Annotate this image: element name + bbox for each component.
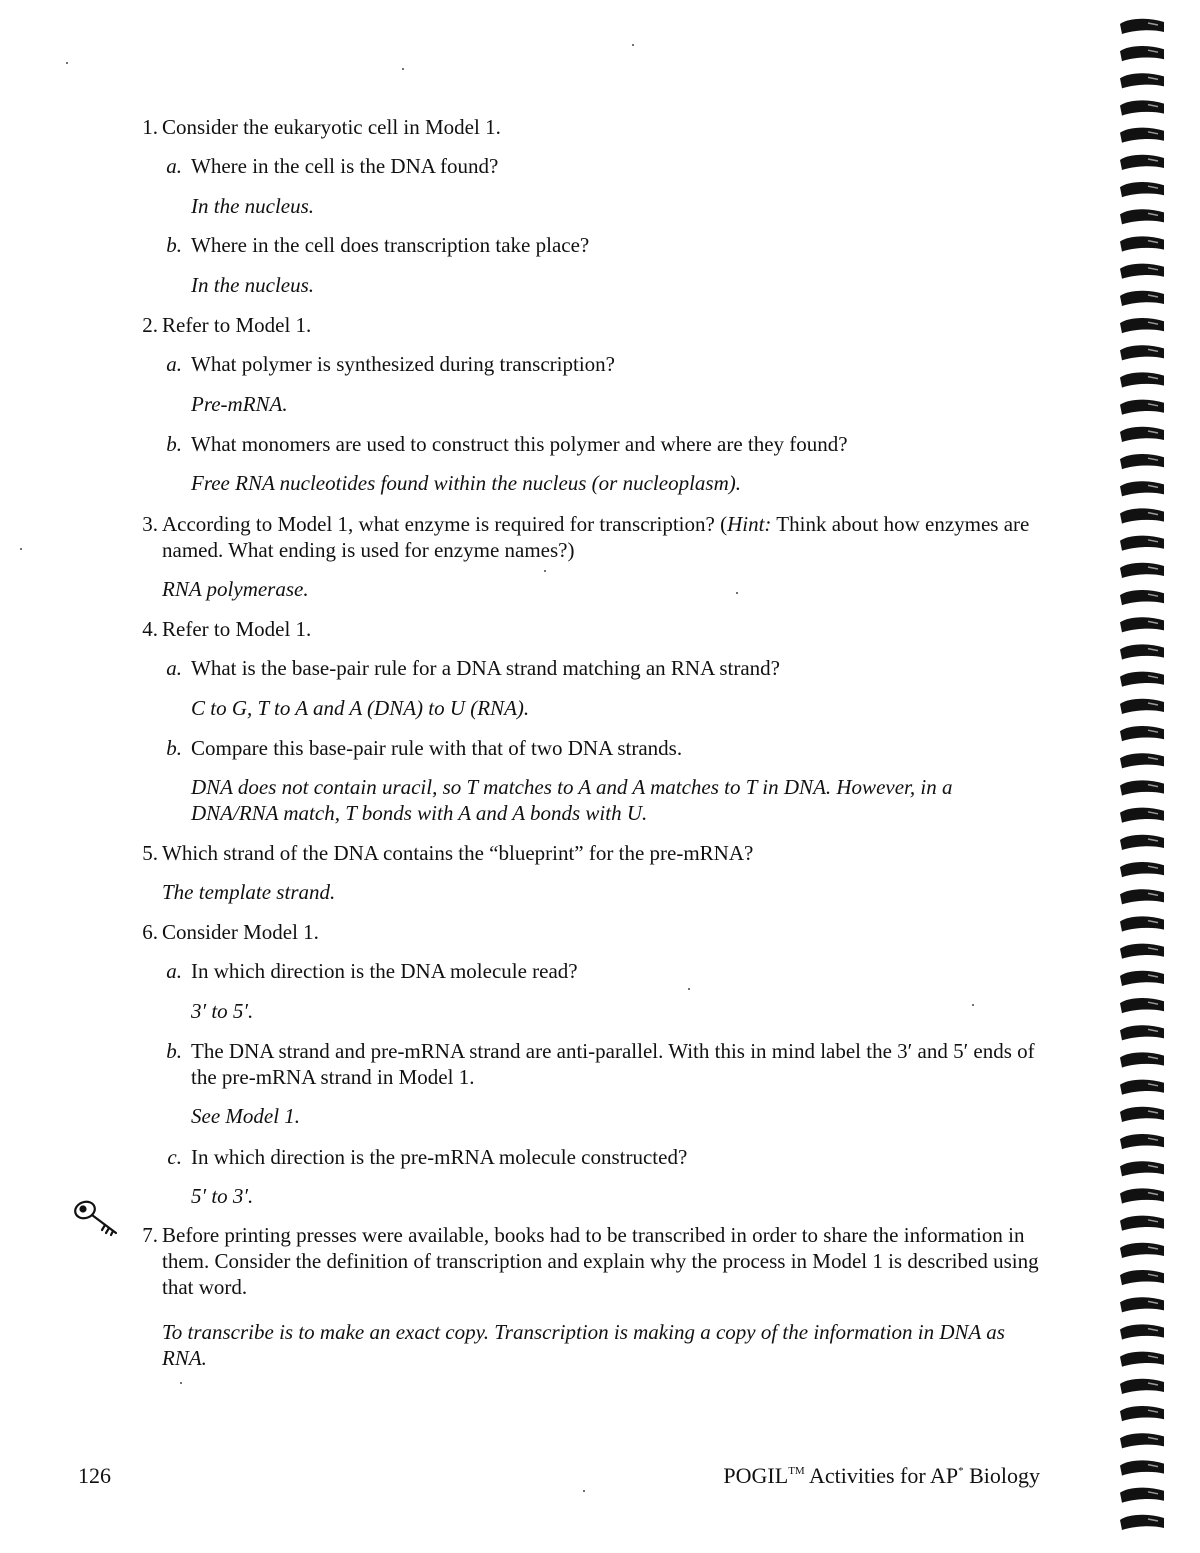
binding-coil — [1120, 209, 1164, 224]
question-5 — [130, 840, 1040, 866]
binding-coil — [1120, 1324, 1164, 1339]
binding-coil — [1120, 726, 1164, 741]
scan-speck — [632, 44, 634, 46]
question-text: Refer to Model 1. — [162, 617, 312, 641]
sub-question-text: Where in the cell is the DNA found? — [191, 154, 499, 178]
question-7 — [130, 1222, 1040, 1300]
binding-coil — [1120, 672, 1164, 687]
binding-coil — [1120, 1216, 1164, 1231]
sub-question-text: Compare this base-pair rule with that of two DNA strands. — [191, 736, 683, 760]
question-1 — [130, 114, 1040, 140]
sub-question-text: What is the base-pair rule for a DNA strand matching an RNA strand? — [191, 656, 780, 680]
question-number: 3. — [142, 512, 158, 536]
binding-coil — [1120, 1515, 1164, 1530]
question-6c — [158, 1144, 1038, 1170]
trademark-mark: TM — [788, 1465, 805, 1477]
sub-letter: b. — [166, 736, 182, 760]
binding-coil — [1120, 862, 1164, 877]
answer-7: To transcribe is to make an exact copy. Transcription is making a copy of the information in DNA as RNA. — [162, 1320, 1005, 1370]
spiral-binding-icon — [1118, 12, 1168, 1542]
question-number: 7. — [142, 1223, 158, 1247]
answer-4a: C to G, T to A and A (DNA) to U (RNA). — [191, 696, 530, 720]
question-text-end: Think about how enzymes are named. What ending is used for enzyme names?) — [162, 512, 1030, 562]
question-4a — [158, 655, 1038, 681]
sub-letter: a. — [166, 656, 182, 680]
question-3 — [130, 511, 1040, 563]
answer-5: The template strand. — [162, 880, 336, 904]
binding-coil — [1120, 617, 1164, 632]
binding-coil — [1120, 155, 1164, 170]
sub-letter: b. — [166, 1039, 182, 1063]
book-title-rest: Activities for AP — [804, 1463, 959, 1488]
binding-coil — [1120, 73, 1164, 88]
answer-1b: In the nucleus. — [191, 273, 315, 297]
scan-speck — [583, 1490, 585, 1492]
binding-coil — [1120, 1052, 1164, 1067]
sub-question-text: What monomers are used to construct this polymer and where are they found? — [191, 432, 848, 456]
question-text: Consider Model 1. — [162, 920, 319, 944]
binding-coil — [1120, 454, 1164, 469]
scan-speck — [180, 1382, 182, 1384]
binding-coil — [1120, 1025, 1164, 1040]
answer-6c: 5′ to 3′. — [191, 1184, 254, 1208]
scan-speck — [688, 988, 690, 990]
sub-letter: c. — [167, 1145, 182, 1169]
binding-coil — [1120, 1352, 1164, 1367]
key-icon — [72, 1198, 124, 1240]
question-text: Consider the eukaryotic cell in Model 1. — [162, 115, 501, 139]
question-text: Before printing presses were available, books had to be transcribed in order to share the information in them. Consider the definition of transcription and explain why the process in Model 1 is described using that word. — [162, 1223, 1039, 1299]
answer-6b: See Model 1. — [191, 1104, 301, 1128]
question-text: Refer to Model 1. — [162, 313, 312, 337]
binding-coil — [1120, 753, 1164, 768]
sub-letter: a. — [166, 959, 182, 983]
binding-coil — [1120, 780, 1164, 795]
question-text-start: According to Model 1, what enzyme is required for transcription? ( — [162, 512, 728, 536]
binding-coil — [1120, 998, 1164, 1013]
question-number: 4. — [142, 617, 158, 641]
sub-question-text: In which direction is the pre-mRNA molecule constructed? — [191, 1145, 688, 1169]
sub-letter: b. — [166, 233, 182, 257]
binding-coil — [1120, 128, 1164, 143]
binding-coil — [1120, 1134, 1164, 1149]
binding-coil — [1120, 1379, 1164, 1394]
question-text — [162, 511, 1040, 563]
sub-question-text: Where in the cell does transcription take place? — [191, 233, 590, 257]
binding-coil — [1120, 1161, 1164, 1176]
question-6 — [130, 919, 1040, 945]
binding-coil — [1120, 1297, 1164, 1312]
book-title-end: Biology — [963, 1463, 1040, 1488]
binding-coil — [1120, 808, 1164, 823]
book-title-main: POGIL — [723, 1463, 789, 1488]
sub-question-text: In which direction is the DNA molecule read? — [191, 959, 578, 983]
binding-coil — [1120, 916, 1164, 931]
binding-coil — [1120, 699, 1164, 714]
binding-coil — [1120, 1433, 1164, 1448]
page-number: 126 — [78, 1463, 111, 1488]
question-number: 1. — [142, 115, 158, 139]
binding-coil — [1120, 563, 1164, 578]
scan-speck — [972, 1004, 974, 1006]
binding-coil — [1120, 264, 1164, 279]
sub-letter: a. — [166, 352, 182, 376]
question-4 — [130, 616, 1040, 642]
asterisk-mark: * — [958, 1465, 964, 1477]
binding-coil — [1120, 971, 1164, 986]
hint-label: Hint: — [727, 512, 772, 536]
question-4b — [158, 735, 1038, 761]
answer-3: RNA polymerase. — [162, 577, 309, 601]
sub-letter: a. — [166, 154, 182, 178]
binding-coil — [1120, 100, 1164, 115]
answer-2a: Pre-mRNA. — [191, 392, 288, 416]
binding-coil — [1120, 182, 1164, 197]
binding-coil — [1120, 427, 1164, 442]
binding-coil — [1120, 1460, 1164, 1475]
binding-coil — [1120, 1406, 1164, 1421]
question-number: 6. — [142, 920, 158, 944]
answer-2b: Free RNA nucleotides found within the nucleus (or nucleoplasm). — [191, 471, 741, 495]
binding-coil — [1120, 1080, 1164, 1095]
binding-coil — [1120, 291, 1164, 306]
binding-coil — [1120, 1188, 1164, 1203]
scan-speck — [66, 62, 68, 64]
question-6a — [158, 958, 1038, 984]
question-text: Which strand of the DNA contains the “blueprint” for the pre-mRNA? — [162, 841, 754, 865]
scan-speck — [544, 570, 546, 572]
question-number: 5. — [142, 841, 158, 865]
answer-4b: DNA does not contain uracil, so T matches to A and A matches to T in DNA. However, in a DNA/RNA match, T bonds with A and A bonds with U. — [191, 775, 953, 825]
book-title — [723, 1463, 1040, 1489]
scan-speck — [20, 548, 22, 550]
binding-coil — [1120, 236, 1164, 251]
answer-1a: In the nucleus. — [191, 194, 315, 218]
question-number: 2. — [142, 313, 158, 337]
binding-coil — [1120, 835, 1164, 850]
binding-coil — [1120, 508, 1164, 523]
scan-speck — [402, 68, 404, 70]
sub-question-text: The DNA strand and pre-mRNA strand are anti-parallel. With this in mind label the 3′ and 5′ ends of the pre-mRNA strand in Model 1. — [191, 1039, 1035, 1089]
binding-coil — [1120, 590, 1164, 605]
binding-coil — [1120, 46, 1164, 61]
question-2b — [158, 431, 1038, 457]
sub-question-text: What polymer is synthesized during transcription? — [191, 352, 615, 376]
binding-coil — [1120, 318, 1164, 333]
binding-coil — [1120, 400, 1164, 415]
binding-coil — [1120, 19, 1164, 34]
binding-coil — [1120, 1488, 1164, 1503]
binding-coil — [1120, 944, 1164, 959]
binding-coil — [1120, 889, 1164, 904]
binding-coil — [1120, 1270, 1164, 1285]
question-6b — [158, 1038, 1038, 1090]
binding-coil — [1120, 372, 1164, 387]
binding-coil — [1120, 1107, 1164, 1122]
answer-6a: 3′ to 5′. — [191, 999, 254, 1023]
sub-letter: b. — [166, 432, 182, 456]
binding-coil — [1120, 481, 1164, 496]
binding-coil — [1120, 644, 1164, 659]
question-1a — [158, 153, 1038, 179]
question-2a — [158, 351, 1038, 377]
question-1b — [158, 232, 1038, 258]
scan-speck — [736, 592, 738, 594]
binding-coil — [1120, 536, 1164, 551]
binding-coil — [1120, 1243, 1164, 1258]
question-2 — [130, 312, 1040, 338]
binding-coil — [1120, 345, 1164, 360]
